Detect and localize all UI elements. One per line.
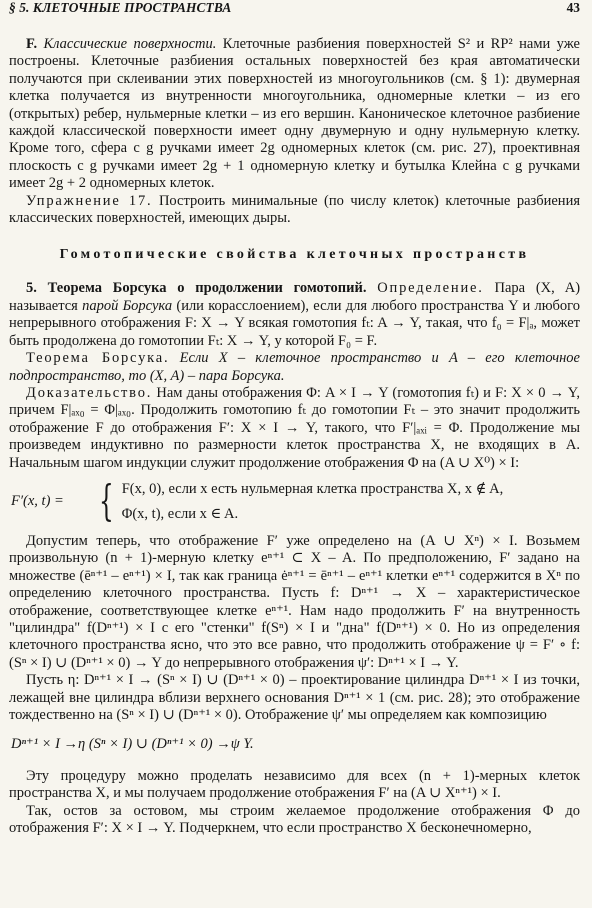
definition-term: парой Борсука: [82, 297, 173, 314]
page-header: [9, 0, 580, 22]
brace-symbol: {: [99, 476, 114, 526]
proof-label: Доказательство.: [26, 384, 153, 401]
definition-label: Определение.: [377, 280, 484, 297]
theorem-intro-paragraph: [9, 280, 580, 350]
exercise-text: Построить минимальные (по числу клеток) клеточные разбиения классических поверхностей, имеющих дыры.: [9, 192, 580, 227]
paragraph-classical-surfaces: [9, 36, 580, 193]
paragraph-title: Классические поверхности.: [43, 36, 217, 52]
exercise-paragraph: [9, 193, 580, 228]
piecewise-formula: [9, 476, 580, 526]
formula-case-2: Φ(x, t), если x ∈ A.: [121, 505, 239, 522]
proof-paragraph: [9, 385, 580, 472]
definition-text-1: Пара (X, A) называется: [9, 280, 581, 314]
repeat-paragraph: Эту процедуру можно проделать независимо для всех (n + 1)-мерных клеток пространства X, и мы получаем продолжение отображения F′ на (A ∪ Xⁿ⁺¹) × I.: [9, 767, 580, 802]
formula-lhs: F′(x, t) =: [11, 492, 64, 509]
section-heading: Гомотопические свойства клеточных пространств: [59, 247, 530, 263]
paragraph-text: Клеточные разбиения поверхностей S² и RP² нами уже построены. Клеточные разбиения остальных поверхностей без края автоматически получаются при склеивании этих поверхностей из многоугольников (см. § 1): двумерная клетка получается из внутренности многоугольника, одномерные клетки – из его (открытых) ребер, нульмерные клетки – из его вершин. Каноническое клеточное разбиение каждой классической поверхности имеет одну двумерную и одну нульмерную клетку. Кроме того, сфера с g ручками имеет 2g одномерных клеток (см. рис. 27), проективная плоскость с g ручками имеет 2g + 1 одномерную клетку и бутылка Клейна с g ручками имеет 2g + 2 одномерных клеток.: [9, 36, 580, 192]
page-number: 43: [566, 0, 580, 15]
proof-text: Нам даны отображения Φ: A × I → Y (гомотопия fₜ) и F: X × 0 → Y, причем F|ₐₓ₀ = Φ|ₐₓ₀. Продолжить гомотопию fₜ до гомотопии Fₜ – это значит продолжить отображение F до отображения F′: X × I → Y, такого, что F′|ₐₓᵢ = Φ. Продолжение мы произведем индуктивно по размерности клеток пространства X, не входящих в A. Начальным шагом индукции служит продолжение отображения Φ на (A ∪ X⁰) × I:: [9, 384, 581, 471]
formula-cases: [122, 480, 504, 523]
formula-case-1: F(x, 0), если x есть нульмерная клетка пространства X, x ∉ A,: [121, 480, 504, 497]
running-head: § 5. КЛЕТОЧНЫЕ ПРОСТРАНСТВА: [9, 0, 232, 15]
final-paragraph: Так, остов за остовом, мы строим желаемое продолжение отображения Φ до отображения F′: X × I → Y. Подчеркнем, что если пространство X бесконечномерно,: [9, 802, 580, 837]
exercise-label: Упражнение 17.: [26, 192, 153, 209]
composition-formula: Dⁿ⁺¹ × I →η (Sⁿ × I) ∪ (Dⁿ⁺¹ × 0) →ψ Y.: [11, 736, 254, 753]
theorem-statement: [9, 350, 580, 385]
induction-paragraph: Допустим теперь, что отображение F′ уже определено на (A ∪ Xⁿ) × I. Возьмем произвольную (n + 1)-мерную клетку eⁿ⁺¹ ⊂ X – A. По предположению, F′ задано на множестве (ēⁿ⁺¹ – eⁿ⁺¹) × I, так как граница ėⁿ⁺¹ = ēⁿ⁺¹ – eⁿ⁺¹ клетки eⁿ⁺¹ содержится в Xⁿ по определению клеточного пространства. Пусть f: Dⁿ⁺¹ → X – характеристическое отображение, соответствующее клетке eⁿ⁺¹. Нам надо продолжить F′ на внутренность "цилиндра" f(Dⁿ⁺¹) × I с его "стенки" f(Sⁿ) × I и "дна" f(Dⁿ⁺¹) × 0. Но из определения клеточного пространства ясно, что это все равно, что продолжить отображение ψ = F′ ∘ f: (Sⁿ × I) ∪ (Dⁿ⁺¹ × 0) → Y до непрерывного отображения ψ′: Dⁿ⁺¹ × I → Y.: [9, 532, 580, 671]
projection-paragraph: Пусть η: Dⁿ⁺¹ × I → (Sⁿ × I) ∪ (Dⁿ⁺¹ × 0) – проектирование цилиндра Dⁿ⁺¹ × I из точки, лежащей вне цилиндра вблизи верхнего основания Dⁿ⁺¹ × 1 (см. рис. 28); это отображение тождественно на (Sⁿ × I) ∪ (Dⁿ⁺¹ × 0). Отображение ψ′ мы определяем как композицию: [9, 672, 580, 723]
paragraph-label: F.: [26, 36, 38, 52]
theorem-label: Теорема Борсука.: [26, 350, 170, 367]
page-body: [9, 36, 580, 837]
definition-text-2: , если для любого пространства Y и любого непрерывного отображения F: X → Y всякая гомотопия fₜ: A → Y, такая, что f₀ = F|ₐ, может быть продолжена до гомотопии Fₜ: X → Y, у которой F₀ = F.: [9, 297, 581, 349]
theorem-title: 5. Теорема Борсука о продолжении гомотопий.: [26, 280, 367, 297]
definition-term-alt: (или корасслоением): [176, 297, 306, 314]
theorem-text: Если X – клеточное пространство и A – его клеточное подпространство, то (X, A) – пара Борсука.: [9, 350, 580, 384]
